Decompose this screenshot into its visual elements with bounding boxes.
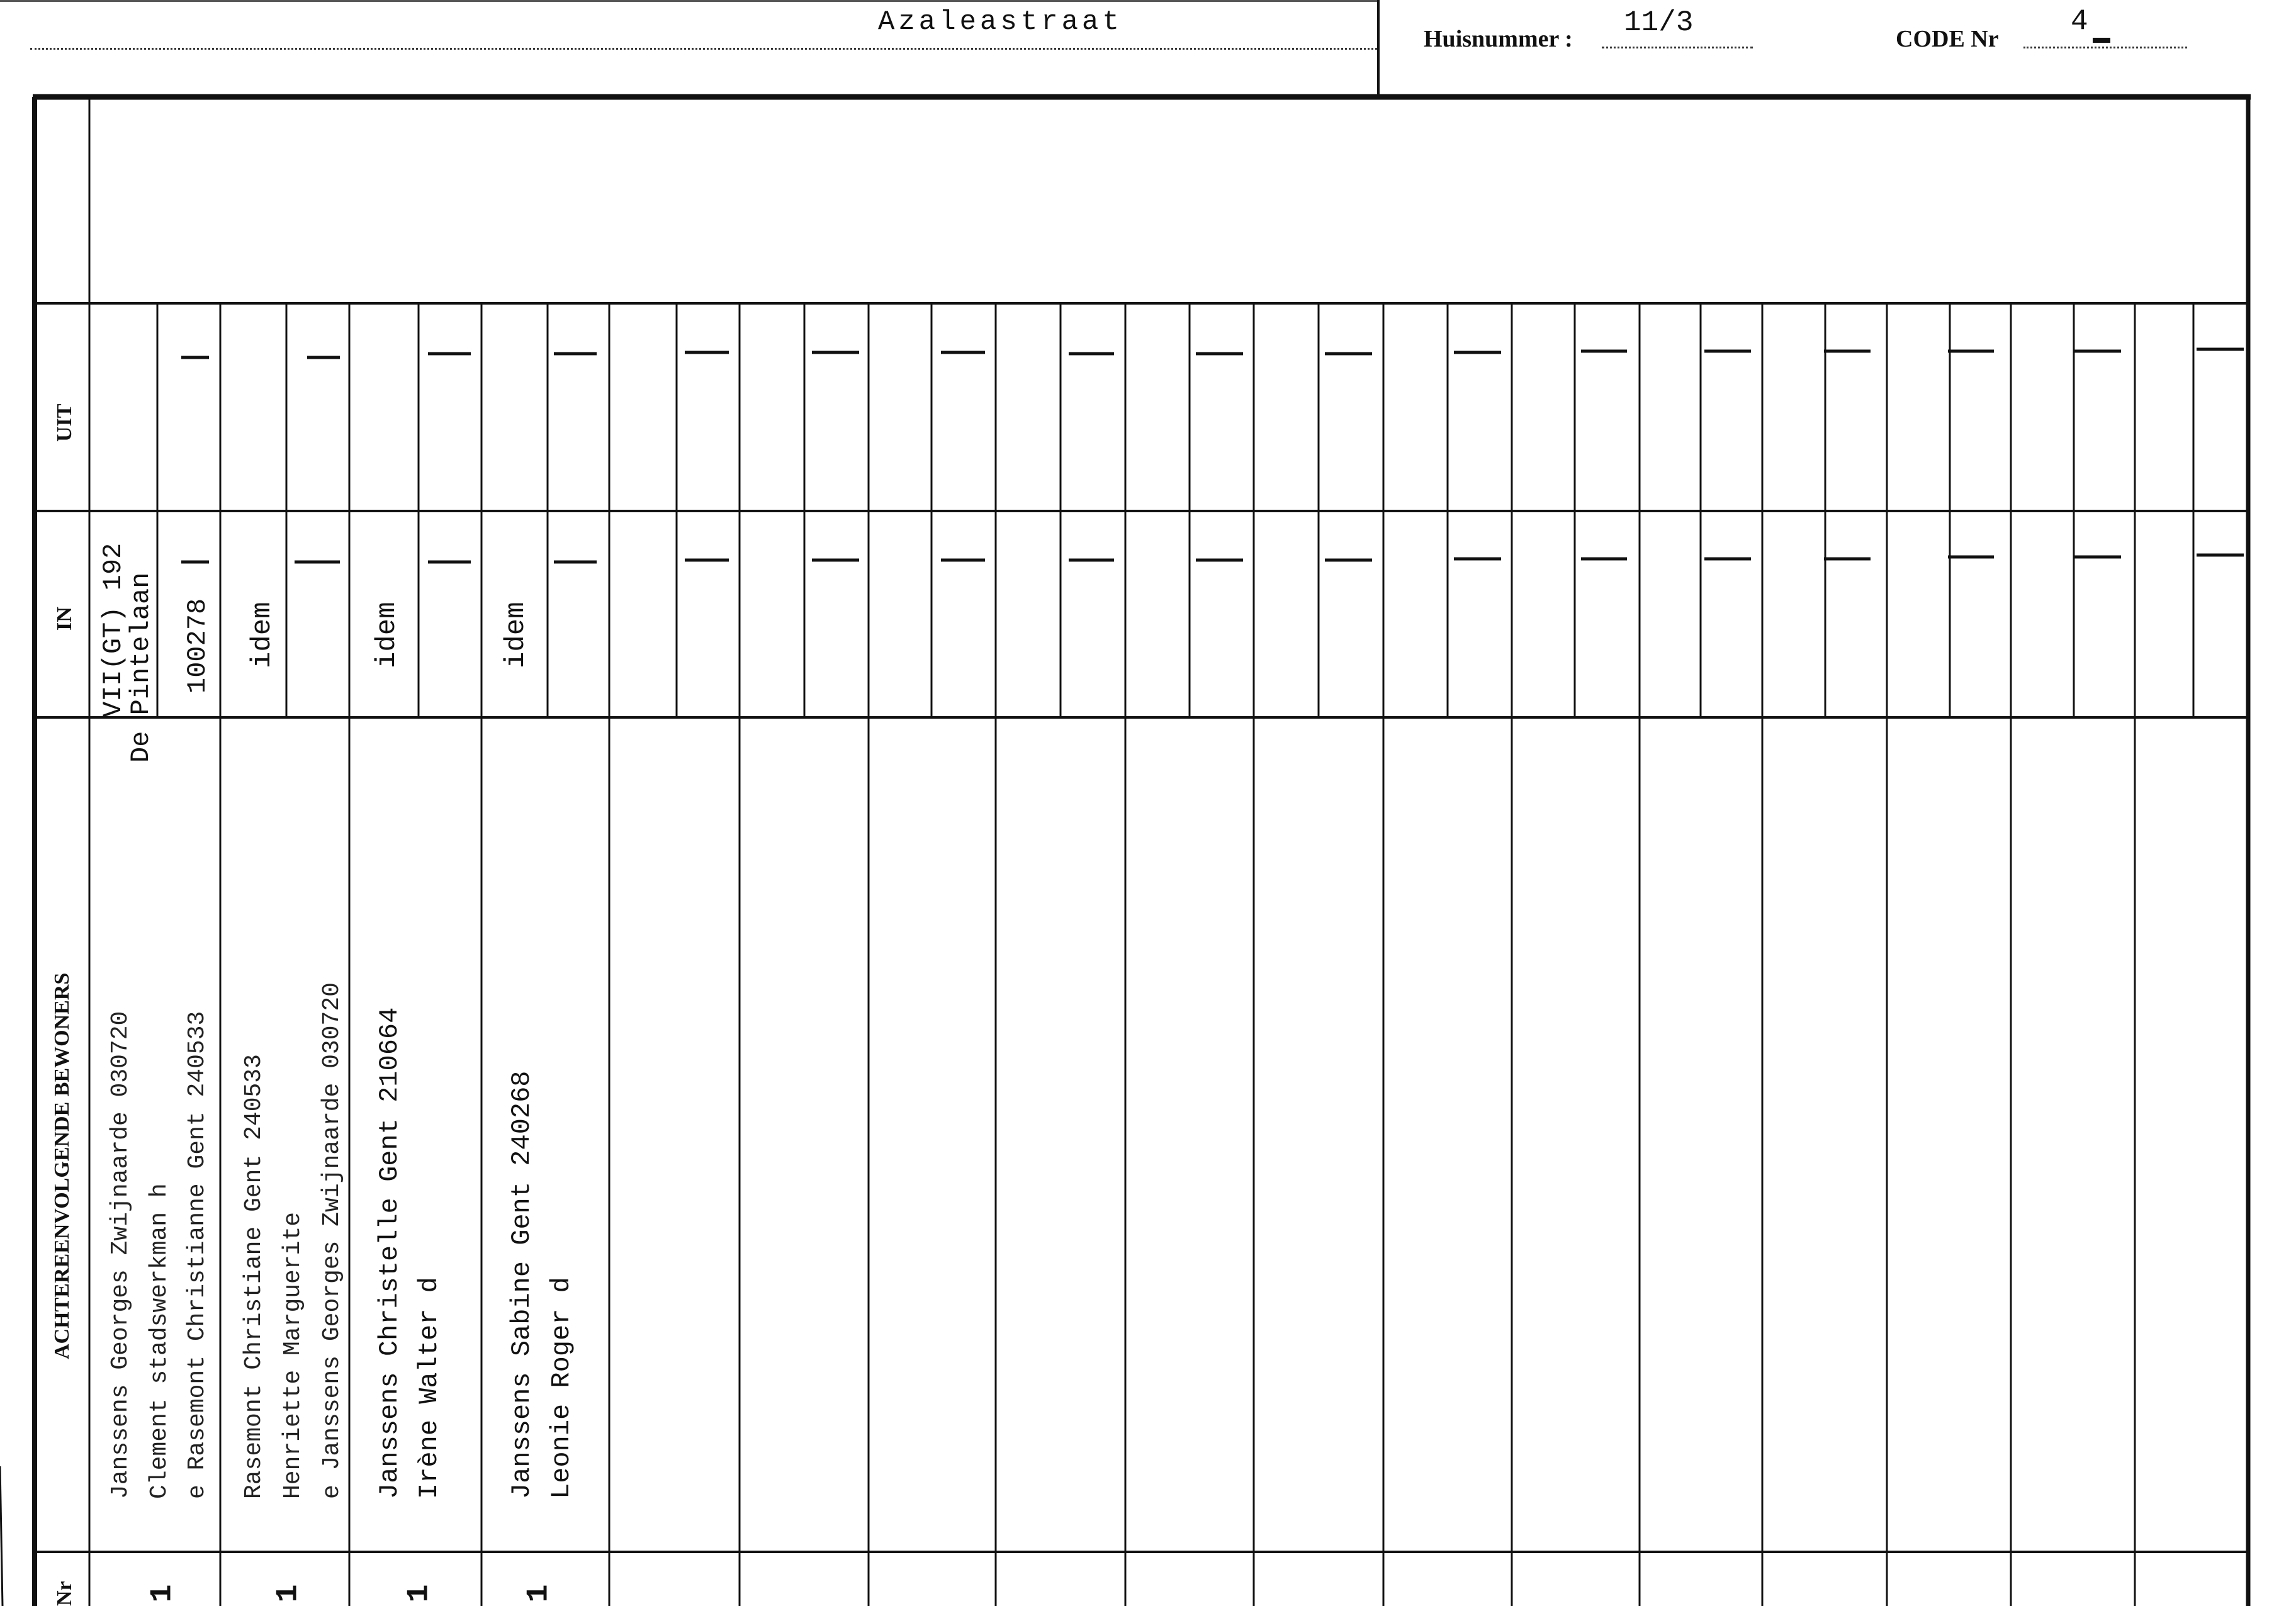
column1-in-line1: VII(GT) 192 [98,542,128,717]
column4-in: idem [500,602,532,668]
uit-section-label: UIT [53,403,76,442]
nr-section-label: Nr [53,1581,76,1606]
column1-in-line2: De Pintelaan [126,572,156,763]
column2-line2: Henriette Marguerite [279,1211,307,1499]
huisnummer-value: 11/3 [1624,6,1694,39]
column1-line1: Janssens Georges Zwijnaarde 030720 [107,1011,134,1499]
column-dividers [157,303,2193,1606]
column2-nr: 1 [271,1584,306,1603]
column3-nr: 1 [402,1584,437,1603]
column1-in-date: 100278 [183,598,213,694]
huisnummer-label: Huisnummer : [1424,26,1573,52]
in-section-label: IN [53,607,76,631]
code-value: 4 [2071,5,2088,38]
code-label: CODE Nr [1896,26,1999,52]
column4-line1: Janssens Sabine Gent 240268 [507,1070,537,1499]
column3-line2: Irène Walter d [414,1277,444,1499]
column4-nr: 1 [522,1584,556,1603]
column1-line3: e Rasemont Christianne Gent 240533 [184,1011,211,1499]
dash-marks [181,349,2244,562]
column2-in: idem [247,602,278,668]
column1-line2: Clement stadswerkman h [146,1183,173,1499]
column1-nr: 1 [145,1584,180,1603]
column4-line2: Leonie Roger d [546,1277,577,1499]
column3-line1: Janssens Christelle Gent 210664 [374,1007,405,1499]
bewoners-section-label: ACHTEREENVOLGENDE BEWONERS [50,972,74,1359]
column2-line3: e Janssens Georges Zwijnaarde 030720 [318,982,346,1499]
street-name: Azaleastraat [878,6,1123,38]
column2-line1: Rasemont Christiane Gent 240533 [240,1054,267,1499]
column3-in: idem [371,602,403,668]
